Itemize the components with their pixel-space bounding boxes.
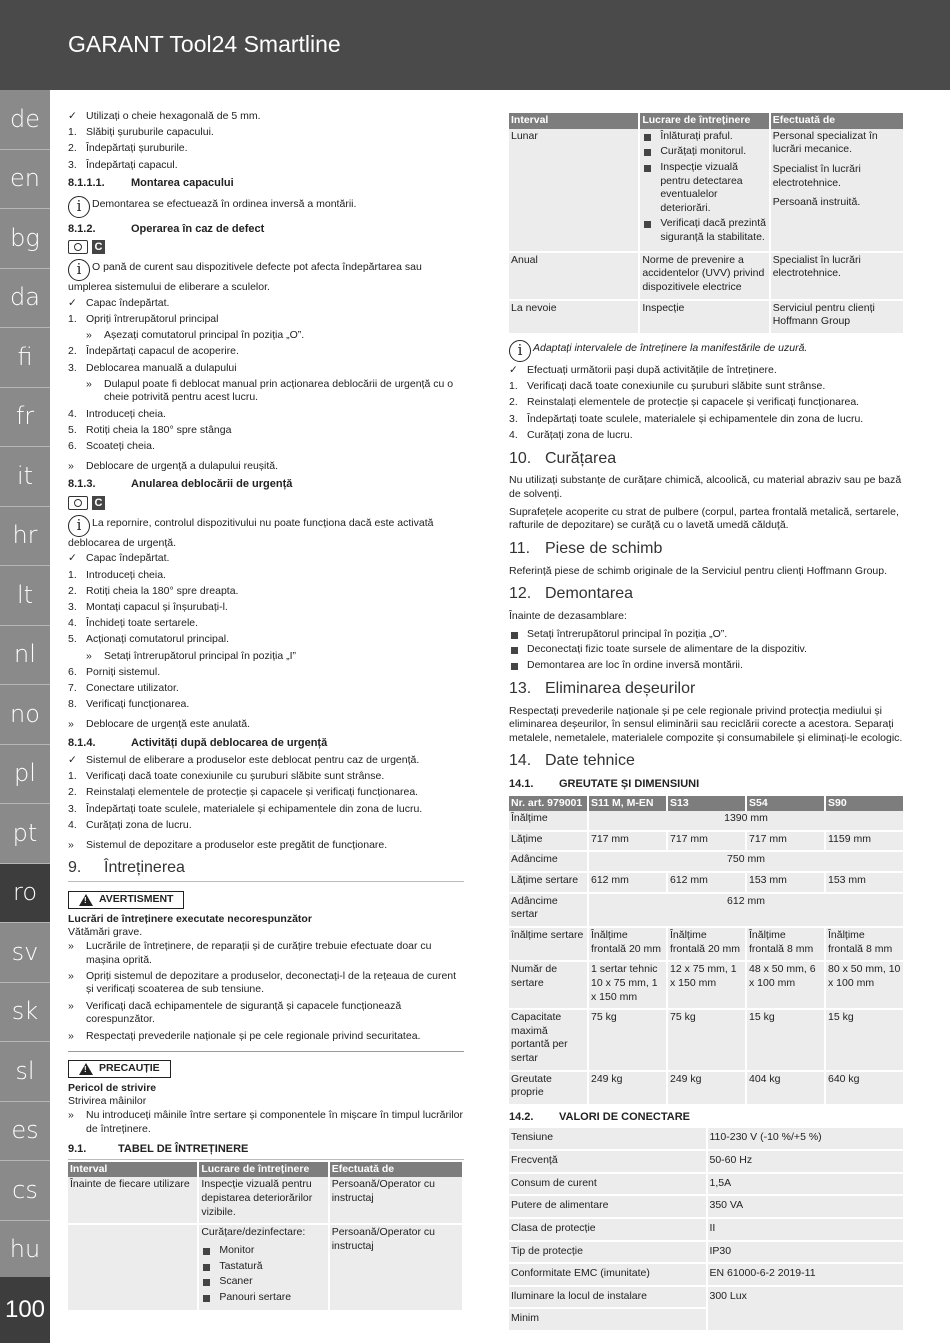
caution-label: ! PRECAUȚIE [68,1060,171,1078]
lang-tab-no[interactable]: no [0,685,50,745]
step: 2. Îndepărtați șuruburile. [68,142,188,155]
result: » Deblocare de urgență a dulapului reușită. [68,459,279,472]
document-title: GARANT Tool24 Smartline [68,31,341,57]
lang-tab-pl[interactable]: pl [0,745,50,805]
step: 2. Reinstalați elementele de protecție și capacele și verificați funcționarea. [509,396,860,409]
page-number: 100 [0,1277,50,1343]
info-note: i O pană de curent sau dispozitivele defecte pot afecta îndepărtarea sau umplerea sistemului de eliberare a sculelor. [68,259,422,293]
warning-icon: ! [79,894,93,906]
step: 3. Îndepărtați capacul. [68,158,178,171]
step: 2. Reinstalați elementele de protecție și capacele și verificați funcționarea. [68,786,419,799]
lang-tab-hu[interactable]: hu [0,1221,50,1281]
maintenance-table-right [509,113,905,335]
check-item: ✓ Capac îndepărtat. [68,296,170,309]
check-icon: ✓ [68,552,77,565]
lang-tab-es[interactable]: es [0,1102,50,1162]
chapter-heading: 12. Demontarea [509,585,634,603]
caution-subtitle: Strivirea mâinilor [68,1095,147,1108]
paragraph: Respectați prevederile naționale și pe cele regionale privind protecția mediului și eliminarea deșeurilor, în sensul eliminării sau reciclării corecte a acestora. Separați metalele, nemetalele, materialele compozite și consumabilele și eliminați-le ecologic. [509,704,903,744]
list-item: Setați întrerupătorul principal în poziția „O”. [509,628,905,642]
lang-tab-sv[interactable]: sv [0,923,50,983]
table-row: Lățime 717 mm 717 mm 717 mm 1159 mm [509,831,904,852]
info-icon: i [68,515,90,537]
section-heading: 8.1.2. Operarea în caz de defect [68,222,265,235]
table-row: Înălțime 1390 mm [509,811,904,831]
bullet-square-icon [203,1248,210,1255]
c-icon: C [92,496,105,510]
dimensions-table [509,796,905,1107]
chapter-heading: 14. Date tehnice [509,752,635,770]
lang-tab-bg[interactable]: bg [0,209,50,269]
chapter-heading: 9. Întreținerea [68,858,464,882]
connection-values-table [509,1128,905,1332]
bullet-square-icon [644,134,651,141]
step: 4. Introduceți cheia. [68,407,166,420]
step: 7. Conectare utilizator. [68,682,179,695]
table-row: Conformitate EMC (imunitate) EN 61000-6-2 2019-11 [509,1263,904,1286]
bullet-square-icon [203,1264,210,1271]
info-note: i Adaptați intervalele de întreținere la manifestările de uzură. [509,340,905,362]
table-row: Număr de sertare 1 sertar tehnic 10 x 75 mm, 1 x 150 mm 12 x 75 mm, 1 x 150 mm 48 x 50 mm, 6 x 100 mm 80 x 50 mm, 10 x 100 mm [509,961,904,1009]
table-row: Anual Norme de prevenire a accidentelor (UVV) privind dispozitivele electrice Specialist în lucrări electrotehnice. [509,252,904,300]
sub-step: » Așezați comutatorul principal în poziția „O”. [86,329,305,342]
lang-tab-fr[interactable]: fr [0,388,50,448]
table-row: înălțime sertare Înălțime frontală 20 mm Înălțime frontală 20 mm Înălțime frontală 8 mm Înălțime frontală 8 mm [509,927,904,961]
paragraph: Înainte de dezasamblare: [509,610,627,623]
section-heading: 14.1. GREUTATE ȘI DIMENSIUNI [509,778,700,791]
list-item: Demontarea are loc în ordine inversă montării. [509,659,905,673]
lang-tab-pt[interactable]: pt [0,804,50,864]
lang-tab-cs[interactable]: cs [0,1161,50,1221]
table-row: Tip de protecție IP30 [509,1241,904,1264]
camera-icon [68,496,88,510]
lang-tab-en[interactable]: en [0,150,50,210]
language-sidebar [0,90,50,1343]
table-row: La nevoie Inspecție Serviciul pentru clienți Hoffmann Group [509,300,904,334]
left-column [68,110,464,1312]
right-column [509,113,905,1332]
check-item: ✓ Efectuați următorii pași după activitățile de întreținere. [509,363,777,376]
table-row: Capacitate maximă portantă per sertar 75 kg 75 kg 15 kg 15 kg [509,1009,904,1071]
lang-tab-lt[interactable]: lt [0,566,50,626]
table-header: S13 [667,796,746,812]
lang-tab-fi[interactable]: fi [0,328,50,388]
check-icon: ✓ [68,296,77,309]
step: 8. Verificați funcționarea. [68,698,190,711]
lang-tab-da[interactable]: da [0,269,50,329]
paragraph: Referință piese de schimb originale de la Serviciul pentru clienți Hoffmann Group. [509,564,888,577]
step: 5. Acționați comutatorul principal. [68,633,229,646]
info-icon: i [68,259,90,281]
paragraph: Suprafețele acoperite cu strat de pulbere (corpul, partea frontală metalică, sertarele, rafturile de depozitare) se curăță cu o lavetă umedă călduță. [509,505,899,532]
section-heading: 9.1. TABEL DE ÎNTREȚINERE [68,1142,464,1159]
camera-icon [68,240,88,254]
lang-tab-ro[interactable]: ro [0,864,50,924]
lang-tab-hr[interactable]: hr [0,507,50,567]
step: 3. Deblocarea manuală a dulapului [68,361,237,374]
table-row: Adâncime 750 mm [509,851,904,872]
step: 1. Verificați dacă toate conexiunile cu șuruburi slăbite sunt strânse. [509,380,826,393]
page-header [0,0,950,90]
chapter-heading: 11. Piese de schimb [509,539,663,557]
step: 2. Îndepărtați capacul de acoperire. [68,345,239,358]
caution-item: » Nu introduceți mâinile între sertare și componentele în mișcare în timpul lucrărilor de întreținere. [68,1109,463,1135]
bullet-square-icon [644,165,651,172]
lang-tab-sk[interactable]: sk [0,983,50,1043]
step: 4. Curățați zona de lucru. [509,428,633,441]
bullet-square-icon [203,1295,210,1302]
step: 6. Porniți sistemul. [68,665,161,678]
table-row: Lățime sertare 612 mm 612 mm 153 mm 153 mm [509,872,904,893]
table-row: Curățare/dezinfectare: Monitor Tastatură Scaner Panouri sertare Persoană/Operator cu instructaj [68,1224,463,1311]
table-header: Efectuată de [770,113,904,129]
table-header: Interval [509,113,639,129]
section-heading: 8.1.1.1. Montarea capacului [68,177,234,190]
warning-title: Lucrări de întreținere executate necorespunzător [68,912,312,925]
check-icon: ✓ [509,363,518,376]
step: 4. Închideți toate sertarele. [68,617,199,630]
step: 3. Îndepărtați toate sculele, materialele și echipamentele din zona de lucru. [68,802,423,815]
table-row: Frecvență 50-60 Hz [509,1150,904,1173]
check-item: ✓ Sistemul de eliberare a produselor este deblocat pentru caz de urgență. [68,754,420,766]
bullet-square-icon [511,663,518,670]
table-row: Iluminare la locul de instalare 300 Lux [509,1286,904,1309]
check-icon: ✓ [68,754,77,766]
warning-subtitle: Vătămări grave. [68,926,143,939]
section-heading: 8.1.3. Anularea deblocării de urgență [68,478,293,491]
check-icon: ✓ [68,110,77,122]
caution-title: Pericol de strivire [68,1081,157,1094]
warning-item: » Respectați prevederile naționale și pe cele regionale privind securitatea. [68,1029,421,1042]
warning-item: » Verificați dacă echipamentele de siguranță și capacele funcționează corespunzător. [68,999,402,1026]
warning-item: » Opriți sistemul de depozitare a produselor, deconectați-l de la rețeaua de curent și verificați scoaterea de sub tensiune. [68,969,457,996]
table-header: S11 M, M-EN [588,796,667,812]
lang-tab-it[interactable]: it [0,447,50,507]
table-row: Tensiune 110-230 V (-10 %/+5 %) [509,1128,904,1150]
step: 1. Verificați dacă toate conexiunile cu șuruburi slăbite sunt strânse. [68,770,385,783]
check-item: ✓ Capac îndepărtat. [68,552,170,565]
warning-label: ! AVERTISMENT [68,891,184,909]
bullet-square-icon [511,647,518,654]
bullet-square-icon [511,632,518,639]
sub-step: » Setați întrerupătorul principal în poziția „I” [86,649,297,662]
table-header: Efectuată de [329,1162,463,1178]
lang-tab-sl[interactable]: sl [0,1042,50,1102]
table-row: Minim [509,1308,904,1331]
table-header: Interval [68,1162,198,1178]
table-row: Consum de curent 1,5A [509,1173,904,1196]
bullet-square-icon [644,149,651,156]
table-header: Lucrare de întreținere [198,1162,328,1178]
step: 4. Curățați zona de lucru. [68,818,192,831]
table-row: Adâncime sertar 612 mm [509,893,904,927]
lang-tab-nl[interactable]: nl [0,626,50,686]
table-row: Lunar Înlăturați praful. Curățați monitorul. Inspecție vizuală pentru detectarea eventualelor deteriorări. Verificați dacă prezintă siguranță la stabilitate. Personal specializat în lucrări mecanice. Specialist în lucrări electrotehnice. Persoană instruită. [509,129,904,252]
step: 1. Slăbiți șuruburile capacului. [68,126,214,139]
section-heading: 14.2. VALORI DE CONECTARE [509,1111,690,1124]
sub-step: » Dulapul poate fi deblocat manual prin acționarea deblocării de urgență cu o cheie potrivită pentru acest lucru. [86,377,454,404]
divider [68,1051,464,1052]
step: 3. Îndepărtați toate sculele, materialele și echipamentele din zona de lucru. [509,412,864,425]
bullet-square-icon [644,221,651,228]
bullet-square-icon [203,1279,210,1286]
table-header: S54 [746,796,825,812]
step: 1. Introduceți cheia. [68,568,166,581]
step: 6. Scoateți cheia. [68,440,155,453]
table-row: Putere de alimentare 350 VA [509,1195,904,1218]
c-icon: C [92,240,105,254]
warning-item: » Lucrările de întreținere, de reparații și de curățire trebuie efectuate doar cu mașina oprită. [68,939,432,966]
info-icon: i [509,340,531,362]
chapter-heading: 13. Eliminarea deșeurilor [509,679,696,697]
table-row: Clasa de protecție II [509,1218,904,1241]
check-item: ✓ Utilizați o cheie hexagonală de 5 mm. [68,110,261,122]
paragraph: Nu utilizați substanțe de curățare chimică, alcoolică, cu material abraziv sau pe bază de solvenți. [509,474,902,500]
step: 2. Rotiți cheia la 180° spre dreapta. [68,584,239,597]
chapter-heading: 10. Curățarea [509,449,617,467]
info-note: i La repornire, controlul dispozitivului nu poate funcționa dacă este activată deblocarea de urgență. [68,515,434,549]
table-header: Lucrare de întreținere [639,113,769,129]
warning-icon: ! [79,1063,93,1075]
step: 1. Opriți întrerupătorul principal [68,312,219,325]
maintenance-table-left [68,1162,464,1313]
result: » Sistemul de depozitare a produselor este pregătit de funcționare. [68,838,388,851]
result: » Deblocare de urgență este anulată. [68,718,251,731]
step: 5. Rotiți cheia la 180° spre stânga [68,423,232,436]
info-icon: i [68,196,90,218]
info-note: i Demontarea se efectuează în ordinea inversă a montării. [68,196,464,218]
lang-tab-de[interactable]: de [0,90,50,150]
table-header: Nr. art. 979001 [509,796,588,812]
table-row: Greutate proprie 249 kg 249 kg 404 kg 640 kg [509,1071,904,1105]
step: 3. Montați capacul și înșurubați-l. [68,601,228,614]
table-header: S90 [825,796,904,812]
section-heading: 8.1.4. Activități după deblocarea de urgență [68,736,328,749]
list-item: Deconectați fizic toate sursele de alimentare de la dispozitiv. [509,643,905,657]
table-row: Înainte de fiecare utilizare Inspecție vizuală pentru depistarea deteriorărilor vizibile. Persoană/Operator cu instructaj [68,1177,463,1224]
